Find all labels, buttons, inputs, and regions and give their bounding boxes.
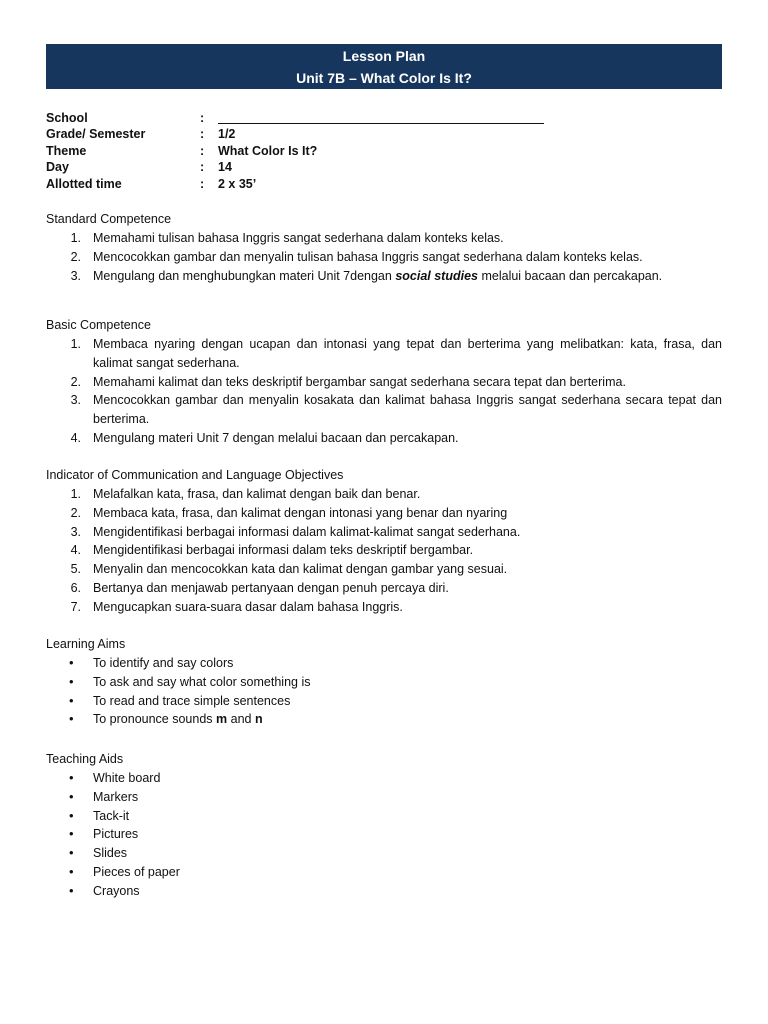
- item-text: Pictures: [93, 827, 139, 842]
- item-text: Mengidentifikasi berbagai informasi dalam kalimat-kalimat sangat sederhana.: [93, 524, 521, 539]
- info-value: 1/2: [218, 127, 236, 142]
- list-item: [46, 825, 722, 844]
- bullet-icon: •: [69, 863, 74, 879]
- info-label: Day: [46, 160, 69, 175]
- item-number: 4.: [70, 543, 81, 558]
- item-text: Slides: [93, 846, 128, 861]
- item-text: To ask and say what color something is: [93, 674, 311, 689]
- item-text: and: [227, 712, 255, 727]
- item-number: 4.: [70, 430, 81, 445]
- item-text: Membaca kata, frasa, dan kalimat dengan intonasi yang benar dan nyaring: [93, 505, 508, 520]
- item-text: Crayons: [93, 883, 140, 898]
- list-item: [46, 710, 722, 729]
- item-bold: m: [216, 712, 228, 727]
- info-colon: :: [200, 143, 205, 158]
- item-number: 1.: [70, 487, 81, 501]
- item-number: 3.: [70, 393, 81, 408]
- info-label: Grade/ Semester: [46, 127, 146, 142]
- item-number: 2.: [70, 505, 81, 520]
- item-text: White board: [93, 771, 161, 785]
- item-number: 2.: [70, 249, 81, 264]
- standard-competence-list: [46, 229, 722, 285]
- item-text: Mencocokkan gambar dan menyalin kosakata dan kalimat bahasa Inggris sangat sederhana secara tepat dan berterima.: [93, 393, 722, 427]
- teaching-aids-list: [46, 769, 722, 901]
- item-text: Melafalkan kata, frasa, dan kalimat dengan baik dan benar.: [93, 487, 421, 501]
- info-row-grade: [46, 126, 646, 142]
- list-item: [46, 788, 722, 807]
- info-colon: :: [200, 160, 205, 175]
- info-row-allotted-time: [46, 176, 646, 192]
- bullet-icon: •: [69, 788, 74, 804]
- list-item: [46, 579, 722, 598]
- list-item: [46, 373, 722, 392]
- item-number: 6.: [70, 580, 81, 595]
- bullet-icon: •: [69, 711, 74, 727]
- item-number: 5.: [70, 562, 81, 577]
- list-item: [46, 267, 722, 286]
- list-item: [46, 673, 722, 692]
- section-title: Standard Competence: [46, 212, 172, 226]
- info-label: Theme: [46, 143, 87, 158]
- list-item: [46, 692, 722, 711]
- item-text: melalui bacaan dan percakapan.: [478, 268, 663, 283]
- list-item: [46, 541, 722, 560]
- info-row-school: [46, 110, 646, 126]
- list-item: [46, 248, 722, 267]
- item-number: 2.: [70, 374, 81, 389]
- bullet-icon: •: [69, 655, 74, 670]
- item-text: To pronounce sounds: [93, 712, 217, 727]
- list-item: [46, 229, 722, 248]
- school-blank-line: [218, 123, 544, 124]
- list-item: [46, 598, 722, 617]
- item-emphasis: social studies: [395, 268, 478, 283]
- item-bold: n: [254, 712, 263, 727]
- section-title: Teaching Aids: [46, 752, 124, 766]
- info-label: School: [46, 111, 88, 125]
- bullet-icon: •: [69, 770, 74, 785]
- indicator-section: [46, 466, 722, 617]
- item-text: Mengidentifikasi berbagai informasi dalam teks deskriptif bergambar.: [93, 543, 474, 558]
- section-title: Basic Competence: [46, 318, 151, 332]
- teaching-aids-section: [46, 750, 722, 901]
- bullet-icon: •: [69, 807, 74, 823]
- bullet-icon: •: [69, 882, 74, 898]
- item-text: To identify and say colors: [93, 656, 234, 670]
- lesson-info: [46, 110, 646, 192]
- item-number: 3.: [70, 268, 81, 283]
- item-number: 1.: [70, 337, 81, 351]
- item-text: Tack-it: [93, 808, 130, 823]
- list-item: [46, 863, 722, 882]
- item-text: Mengulang dan menghubungkan materi Unit 7dengan: [93, 268, 396, 283]
- info-label: Allotted time: [46, 176, 122, 191]
- list-item: [46, 391, 722, 429]
- header-title: Lesson Plan: [342, 48, 426, 64]
- lesson-plan-header: [46, 44, 722, 89]
- info-colon: :: [200, 111, 205, 125]
- basic-competence-list: [46, 335, 722, 448]
- item-text: Membaca nyaring dengan ucapan dan intonasi yang tepat dan berterima yang melibatkan: kata, frasa, dan kalimat sangat sederhana.: [93, 337, 722, 370]
- list-item: [46, 485, 722, 504]
- item-number: 1.: [70, 231, 81, 245]
- learning-aims-list: [46, 654, 722, 729]
- section-title: Indicator of Communication and Language Objectives: [46, 468, 344, 482]
- bullet-icon: •: [69, 826, 74, 842]
- item-text: Mengulang materi Unit 7 dengan melalui bacaan dan percakapan.: [93, 430, 459, 445]
- indicator-list: [46, 485, 722, 617]
- list-item: [46, 560, 722, 579]
- list-item: [46, 335, 722, 373]
- item-number: 3.: [70, 524, 81, 539]
- learning-aims-section: [46, 635, 722, 729]
- item-text: Mencocokkan gambar dan menyalin tulisan bahasa Inggris sangat sederhana dalam konteks kelas.: [93, 249, 643, 264]
- item-text: Pieces of paper: [93, 864, 180, 879]
- list-item: [46, 844, 722, 863]
- list-item: [46, 807, 722, 826]
- item-text: Bertanya dan menjawab pertanyaan dengan penuh percaya diri.: [93, 580, 449, 595]
- item-text: To read and trace simple sentences: [93, 693, 291, 708]
- section-title: Learning Aims: [46, 637, 126, 651]
- list-item: [46, 523, 722, 542]
- header-subtitle: Unit 7B – What Color Is It?: [296, 70, 472, 86]
- item-text: Memahami tulisan bahasa Inggris sangat sederhana dalam konteks kelas.: [93, 231, 504, 245]
- info-colon: :: [200, 176, 205, 191]
- info-row-day: [46, 159, 646, 175]
- bullet-icon: •: [69, 845, 74, 861]
- standard-competence-section: [46, 210, 722, 285]
- list-item: [46, 882, 722, 901]
- info-row-theme: [46, 143, 646, 159]
- list-item: [46, 769, 722, 788]
- info-value: 14: [218, 160, 232, 175]
- item-text: Memahami kalimat dan teks deskriptif bergambar sangat sederhana secara tepat dan berterima.: [93, 374, 626, 389]
- item-text: Markers: [93, 789, 139, 804]
- list-item: [46, 654, 722, 673]
- item-number: 7.: [70, 599, 81, 614]
- list-item: [46, 429, 722, 448]
- list-item: [46, 504, 722, 523]
- info-value: 2 x 35’: [218, 176, 257, 191]
- item-text: Mengucapkan suara-suara dasar dalam bahasa Inggris.: [93, 599, 403, 614]
- bullet-icon: •: [69, 673, 74, 689]
- info-value: What Color Is It?: [218, 143, 318, 158]
- item-text: Menyalin dan mencocokkan kata dan kalimat dengan gambar yang sesuai.: [93, 562, 508, 577]
- bullet-icon: •: [69, 692, 74, 708]
- info-colon: :: [200, 127, 205, 142]
- basic-competence-section: [46, 316, 722, 448]
